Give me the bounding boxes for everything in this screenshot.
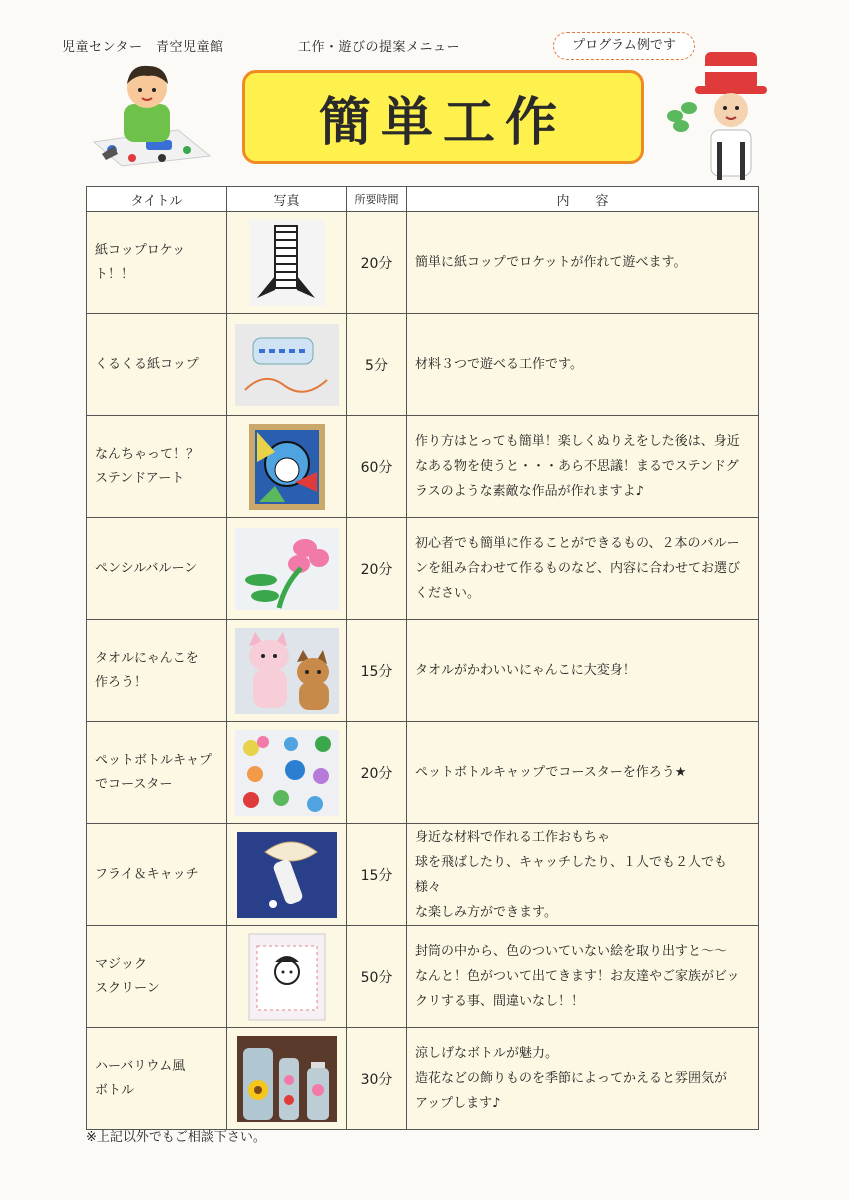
kid-crafting-illustration [92,58,212,168]
menu-name: 工作・遊びの提案メニュー [298,40,461,55]
towel-cat-photo [235,626,339,716]
craft-time: 15分 [347,824,407,926]
fly-and-catch-photo [235,830,339,920]
main-title: 簡単工作 [242,70,644,164]
column-header-content: 内 容 [407,187,759,212]
footnote: ※上記以外でもご相談下さい。 [86,1130,266,1145]
herbarium-bottle-photo [235,1034,339,1124]
center-name: 児童センター 青空児童館 [62,40,224,55]
craft-description: 材料３つで遊べる工作です。 [407,314,759,416]
craft-title: 紙コップロケット！！ [87,212,227,314]
table-row [87,314,759,416]
column-header-title: タイトル [87,187,227,212]
spinning-paper-cup-photo [235,320,339,410]
balloon-artist-illustration [655,46,775,186]
table-row [87,1028,759,1130]
magic-screen-photo [235,932,339,1022]
craft-time: 30分 [347,1028,407,1130]
craft-title: くるくる紙コップ [87,314,227,416]
craft-description: 身近な材料で作れる工作おもちゃ 球を飛ばしたり、キャッチしたり、１人でも２人でも様々 な楽しみ方ができます。 [407,824,759,926]
table-row [87,416,759,518]
craft-description: 作り方はとっても簡単！楽しくぬりえをした後は、身近 なある物を使うと・・・あら不思議！まるでステンドグ ラスのような素敵な作品が作れますよ♪ [407,416,759,518]
craft-time: 5分 [347,314,407,416]
table-header-row [87,187,759,212]
paper-cup-rocket-photo [235,218,339,308]
craft-title: なんちゃって！？ ステンドアート [87,416,227,518]
craft-title: マジック スクリーン [87,926,227,1028]
program-example-bubble: プログラム例です [553,32,695,60]
bottle-cap-coaster-photo [235,728,339,818]
craft-title: ペットボトルキャプ でコースター [87,722,227,824]
craft-time: 60分 [347,416,407,518]
table-row [87,620,759,722]
craft-description: 涼しげなボトルが魅力。 造花などの飾りものを季節によってかえると雰囲気が アップします♪ [407,1028,759,1130]
table-row [87,518,759,620]
column-header-photo: 写真 [227,187,347,212]
craft-title: ペンシルバルーン [87,518,227,620]
table-row [87,926,759,1028]
pencil-balloon-photo [235,524,339,614]
craft-description: タオルがかわいいにゃんこに大変身！ [407,620,759,722]
craft-time: 20分 [347,212,407,314]
craft-menu-table [86,186,759,1130]
craft-time: 20分 [347,518,407,620]
craft-description: 初心者でも簡単に作ることができるもの、２本のバルー ンを組み合わせて作るものなど、内容に合わせてお選び ください。 [407,518,759,620]
craft-description: 簡単に紙コップでロケットが作れて遊べます。 [407,212,759,314]
craft-title: ハーバリウム風 ボトル [87,1028,227,1130]
table-row [87,212,759,314]
table-row [87,722,759,824]
craft-time: 50分 [347,926,407,1028]
craft-time: 20分 [347,722,407,824]
craft-title: タオルにゃんこを 作ろう！ [87,620,227,722]
table-row [87,824,759,926]
craft-description: ペットボトルキャップでコースターを作ろう★ [407,722,759,824]
craft-description: 封筒の中から、色のついていない絵を取り出すと～～ なんと！色がついて出てきます！お友達やご家族がビッ クリする事、間違いなし！！ [407,926,759,1028]
craft-time: 15分 [347,620,407,722]
column-header-time: 所要時間 [347,187,407,212]
stained-art-photo [235,422,339,512]
craft-title: フライ＆キャッチ [87,824,227,926]
